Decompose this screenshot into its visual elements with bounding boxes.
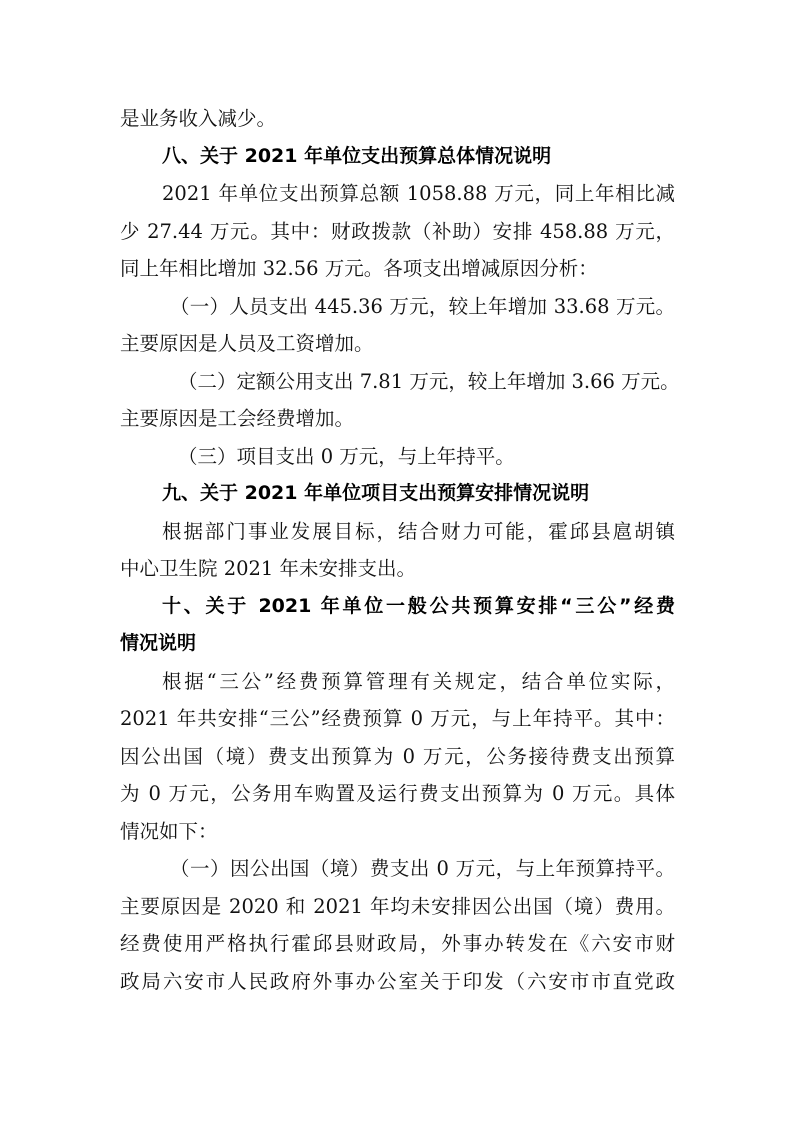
paragraph-line: 政局六安市人民政府外事办公室关于印发（六安市市直党政 bbox=[120, 969, 675, 993]
paragraph-line: 根据“三公”经费预算管理有关规定，结合单位实际， bbox=[162, 669, 675, 693]
paragraph-line: 经费使用严格执行霍邱县财政局，外事办转发在《六安市财 bbox=[120, 932, 675, 955]
paragraph-line: 少 27.44 万元。其中：财政拨款（补助）安排 458.88 万元， bbox=[120, 219, 675, 243]
paragraph-line: （一）人员支出 445.36 万元，较上年增加 33.68 万元。 bbox=[170, 294, 675, 318]
paragraph-line: 同上年相比增加 32.56 万元。各项支出增减原因分析： bbox=[120, 257, 598, 280]
paragraph-line: 2021 年共安排“三公”经费预算 0 万元，与上年持平。其中： bbox=[120, 707, 675, 730]
section-heading-10-continued: 情况说明 bbox=[120, 632, 197, 654]
section-heading-9: 九、关于 2021 年单位项目支出预算安排情况说明 bbox=[162, 482, 590, 504]
paragraph-line: 根据部门事业发展目标，结合财力可能，霍邱县扈胡镇 bbox=[162, 519, 675, 543]
paragraph-line: 为 0 万元，公务用车购置及运行费支出预算为 0 万元。具体 bbox=[120, 782, 675, 805]
paragraph-line: 因公出国（境）费支出预算为 0 万元，公务接待费支出预算 bbox=[120, 744, 675, 768]
paragraph-line: 情况如下： bbox=[120, 819, 218, 843]
paragraph-line: （三）项目支出 0 万元，与上年持平。 bbox=[178, 444, 515, 468]
document-body bbox=[120, 100, 680, 1000]
section-heading-10: 十、关于 2021 年单位一般公共预算安排“三公”经费 bbox=[162, 594, 675, 617]
paragraph-line: 中心卫生院 2021 年未安排支出。 bbox=[120, 557, 417, 580]
paragraph-line: 主要原因是 2020 和 2021 年均未安排因公出国（境）费用。 bbox=[120, 894, 675, 918]
paragraph-line: （一）因公出国（境）费支出 0 万元，与上年预算持平。 bbox=[170, 857, 675, 880]
paragraph-line: 主要原因是人员及工资增加。 bbox=[120, 332, 374, 355]
paragraph-line: 主要原因是工会经费增加。 bbox=[120, 407, 355, 430]
paragraph-line: 是业务收入减少。 bbox=[120, 107, 277, 130]
section-heading-8: 八、关于 2021 年单位支出预算总体情况说明 bbox=[162, 144, 552, 167]
paragraph-line: 2021 年单位支出预算总额 1058.88 万元，同上年相比减 bbox=[162, 182, 675, 205]
paragraph-line: （二）定额公用支出 7.81 万元，较上年增加 3.66 万元。 bbox=[178, 369, 680, 393]
